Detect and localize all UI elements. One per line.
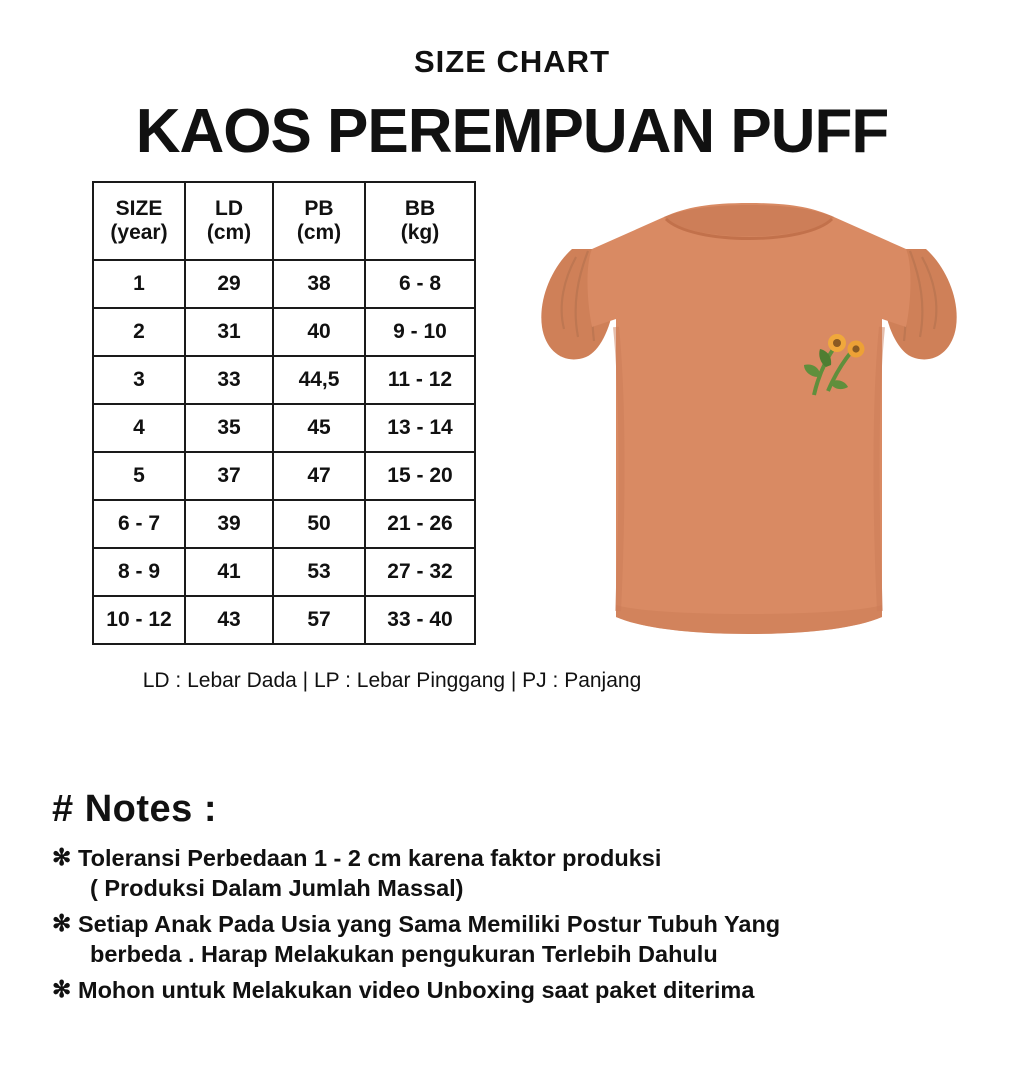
cell-size: 3 [93, 356, 185, 404]
table-row [93, 452, 475, 500]
page-title: KAOS PEREMPUAN PUFF [135, 97, 889, 166]
table-header-pb [273, 182, 365, 260]
table-header-size [93, 182, 185, 260]
cell-size: 8 - 9 [93, 548, 185, 596]
cell-pb: 38 [273, 260, 365, 308]
note-line-1: Toleransi Perbedaan 1 - 2 cm karena faktor produksi [78, 845, 662, 871]
table-row [93, 596, 475, 644]
cell-bb: 33 - 40 [365, 596, 475, 644]
header-main: LD [215, 197, 243, 221]
table-column [0, 181, 642, 693]
asterisk-icon: ✻ [52, 976, 72, 1003]
cell-bb: 15 - 20 [365, 452, 475, 500]
cell-ld: 31 [185, 308, 273, 356]
cell-pb: 50 [273, 500, 365, 548]
cell-bb: 6 - 8 [365, 260, 475, 308]
note-text [78, 975, 992, 1005]
header-sub: (cm) [296, 221, 342, 244]
table-row [93, 548, 475, 596]
puff-sleeve-shirt-illustration [514, 187, 984, 657]
note-line-1: Mohon untuk Melakukan video Unboxing saat paket diterima [78, 977, 755, 1004]
note-item [52, 909, 992, 969]
cell-bb: 9 - 10 [365, 308, 475, 356]
table-row [93, 500, 475, 548]
main-content [0, 181, 1024, 693]
cell-size: 1 [93, 260, 185, 308]
header-sub: (cm) [206, 221, 252, 244]
cell-ld: 41 [185, 548, 273, 596]
table-header-bb [365, 182, 475, 260]
size-chart-page [0, 46, 1024, 1070]
page-subtitle: SIZE CHART [414, 44, 610, 79]
size-table [92, 181, 476, 645]
header-sub: (kg) [400, 221, 440, 244]
table-row [93, 404, 475, 452]
cell-pb: 45 [273, 404, 365, 452]
cell-bb: 27 - 32 [365, 548, 475, 596]
note-text [78, 909, 992, 969]
cell-ld: 33 [185, 356, 273, 404]
cell-ld: 29 [185, 260, 273, 308]
measurement-legend: LD : Lebar Dada | LP : Lebar Pinggang | PJ : Panjang [142, 669, 642, 692]
cell-pb: 47 [273, 452, 365, 500]
cell-bb: 13 - 14 [365, 404, 475, 452]
table-row [93, 308, 475, 356]
cell-pb: 53 [273, 548, 365, 596]
note-line-1: Setiap Anak Pada Usia yang Sama Memiliki Postur Tubuh Yang [78, 911, 781, 938]
cell-ld: 39 [185, 500, 273, 548]
cell-ld: 35 [185, 404, 273, 452]
notes-title: # Notes : [52, 788, 217, 830]
cell-size: 6 - 7 [93, 500, 185, 548]
cell-pb: 44,5 [273, 356, 365, 404]
header-sub: (year) [110, 221, 168, 244]
cell-size: 10 - 12 [93, 596, 185, 644]
note-text [78, 843, 992, 903]
cell-pb: 57 [273, 596, 365, 644]
table-header-ld [185, 182, 273, 260]
notes-section [52, 788, 992, 1011]
table-header-row [93, 182, 475, 260]
asterisk-icon: ✻ [52, 844, 72, 870]
asterisk-icon: ✻ [52, 910, 72, 937]
note-line-2: ( Produksi Dalam Jumlah Massal) [90, 875, 464, 902]
cell-bb: 21 - 26 [365, 500, 475, 548]
note-item [52, 975, 992, 1005]
cell-ld: 37 [185, 452, 273, 500]
cell-ld: 43 [185, 596, 273, 644]
cell-size: 5 [93, 452, 185, 500]
table-row [93, 356, 475, 404]
cell-size: 4 [93, 404, 185, 452]
header-main: PB [304, 197, 334, 221]
table-row [93, 260, 475, 308]
note-line-2: berbeda . Harap Melakukan pengukuran Terlebih Dahulu [90, 941, 718, 968]
note-item [52, 843, 992, 903]
cell-bb: 11 - 12 [365, 356, 475, 404]
product-image-column [500, 181, 1024, 651]
cell-size: 2 [93, 308, 185, 356]
header-main: BB [404, 197, 436, 221]
header-main: SIZE [115, 197, 163, 221]
cell-pb: 40 [273, 308, 365, 356]
